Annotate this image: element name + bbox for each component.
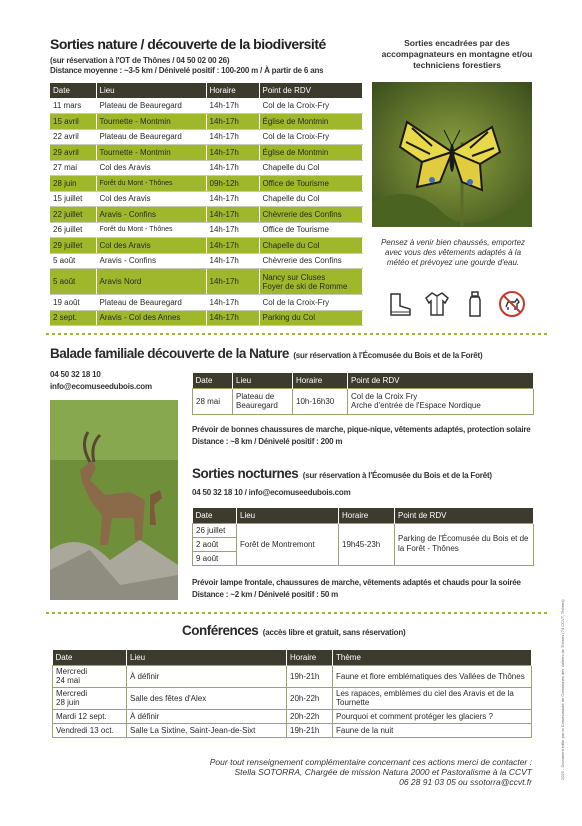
tip-text: Pensez à venir bien chaussés, emportez avec vous des vêtements adaptés à la météo et prévoyez une gourde d'eau.	[380, 238, 526, 267]
cell-horaire: 14h-17h	[206, 238, 259, 254]
nocturnes-horaire: 19h45-23h	[339, 523, 395, 565]
boot-icon	[386, 290, 414, 318]
cell-lieu: Plateau de Beauregard	[96, 129, 206, 145]
col-lieu: Lieu	[237, 508, 339, 523]
equipment-icons	[386, 290, 526, 320]
footer-line3: 06 28 91 03 05 ou ssotorra@ccvt.fr	[399, 777, 532, 787]
cell-rdv: Église de Montmin	[259, 145, 363, 161]
table-row	[50, 98, 363, 114]
side-credit: 2023 - Document édité par la Communauté de Communes des Vallées de Thônes (74 CCVT, Thônes)	[560, 599, 565, 780]
cell-horaire: 14h-17h	[206, 295, 259, 311]
footer-line2: Stella SOTORRA, Chargée de mission Natura 2000 et Pastoralisme à la CCVT	[234, 767, 532, 777]
cell-date: 5 août	[50, 253, 96, 269]
balade-info: Prévoir de bonnes chaussures de marche, pique-nique, vêtements adaptés, protection solaire	[192, 425, 531, 434]
cell-date: 29 avril	[50, 145, 96, 161]
cell-horaire: 14h-17h	[206, 129, 259, 145]
cell-horaire: 14h-17h	[206, 207, 259, 223]
table-row	[50, 269, 363, 295]
cell-date: Vendredi 13 oct.	[53, 723, 127, 737]
nature-distance: Distance moyenne : ~3-5 km / Dénivelé positif : 100-200 m / À partir de 6 ans	[50, 66, 324, 75]
nocturnes-title: Sorties nocturnes	[192, 466, 299, 481]
cell-lieu: Forêt du Mont - Thônes	[96, 222, 206, 238]
nocturnes-date: 9 août	[193, 551, 237, 565]
table-row	[50, 176, 363, 192]
balade-horaire: 10h-16h30	[293, 388, 348, 414]
table-row	[50, 222, 363, 238]
nocturnes-heading	[192, 465, 492, 483]
balade-table	[192, 373, 534, 415]
separator	[46, 333, 550, 335]
cell-date: 2 sept.	[50, 310, 96, 326]
cell-lieu: Plateau de Beauregard	[96, 295, 206, 311]
balade-distance: Distance : ~8 km / Dénivelé positif : 200 m	[192, 437, 343, 446]
cell-theme: Faune et flore emblématiques des Vallées de Thônes	[333, 665, 532, 687]
balade-heading	[50, 345, 482, 363]
side-title: Sorties encadrées par des accompagnateurs en montagne et/ou techniciens forestiers	[381, 38, 533, 70]
cell-rdv: Chapelle du Col	[259, 238, 363, 254]
footer	[150, 757, 532, 787]
cell-date: Mercredi 28 juin	[53, 687, 127, 709]
cell-date: 22 avril	[50, 129, 96, 145]
cell-horaire: 20h-22h	[287, 709, 333, 723]
footer-line1: Pour tout renseignement complémentaire concernant ces actions merci de contacter :	[209, 757, 532, 767]
col-horaire: Horaire	[206, 83, 259, 98]
balade-email[interactable]: info@ecomuseedubois.com	[50, 382, 152, 391]
table-row	[50, 114, 363, 130]
col-rdv: Point de RDV	[259, 83, 363, 98]
cell-rdv: Col de la Croix-Fry	[259, 98, 363, 114]
cell-lieu: Aravis - Confins	[96, 253, 206, 269]
conf-title: Conférences	[182, 623, 259, 638]
balade-note: (sur réservation à l'Écomusée du Bois et de la Forêt)	[293, 351, 483, 360]
cell-horaire: 14h-17h	[206, 191, 259, 207]
cell-lieu: Col des Aravis	[96, 238, 206, 254]
cell-horaire: 20h-22h	[287, 687, 333, 709]
cell-lieu: Tournette - Montmin	[96, 114, 206, 130]
table-row	[53, 687, 532, 709]
col-theme: Thème	[333, 650, 532, 665]
cell-date: 29 juillet	[50, 238, 96, 254]
cell-theme: Pourquoi et comment protéger les glaciers ?	[333, 709, 532, 723]
cell-horaire: 14h-17h	[206, 222, 259, 238]
col-date: Date	[193, 508, 237, 523]
col-horaire: Horaire	[287, 650, 333, 665]
butterfly-photo	[372, 82, 532, 227]
cell-lieu: Aravis - Confins	[96, 207, 206, 223]
cell-horaire: 14h-17h	[206, 160, 259, 176]
cell-rdv: Église de Montmin	[259, 114, 363, 130]
table-row	[50, 207, 363, 223]
col-rdv: Point de RDV	[395, 508, 534, 523]
cell-rdv: Col de la Croix-Fry	[259, 129, 363, 145]
col-lieu: Lieu	[233, 373, 293, 388]
cell-rdv: Office de Tourisme	[259, 176, 363, 192]
table-row	[50, 191, 363, 207]
cell-date: 26 juillet	[50, 222, 96, 238]
table-row	[53, 709, 532, 723]
cell-rdv: Chèvrerie des Confins	[259, 207, 363, 223]
nature-booking: (sur réservation à l'OT de Thônes / 04 50 02 00 26)	[50, 56, 230, 65]
cell-date: 15 avril	[50, 114, 96, 130]
nocturnes-date: 26 juillet	[193, 523, 237, 537]
table-row	[50, 253, 363, 269]
cell-rdv: Chapelle du Col	[259, 191, 363, 207]
cell-theme: Les rapaces, emblèmes du ciel des Aravis et de la Tournette	[333, 687, 532, 709]
balade-lieu: Plateau de Beauregard	[233, 388, 293, 414]
table-row	[50, 310, 363, 326]
nocturnes-date: 2 août	[193, 537, 237, 551]
cell-horaire: 14h-17h	[206, 114, 259, 130]
cell-horaire: 19h-21h	[287, 665, 333, 687]
conf-note: (accès libre et gratuit, sans réservation)	[262, 628, 406, 637]
table-row	[53, 665, 532, 687]
col-horaire: Horaire	[293, 373, 348, 388]
cell-horaire: 19h-21h	[287, 723, 333, 737]
cell-horaire: 14h-17h	[206, 98, 259, 114]
cell-rdv: Nancy sur Cluses Foyer de ski de Romme	[259, 269, 363, 295]
table-row	[50, 129, 363, 145]
cell-lieu: À définir	[127, 709, 287, 723]
nature-table	[50, 83, 363, 326]
cell-date: 11 mars	[50, 98, 96, 114]
col-date: Date	[53, 650, 127, 665]
cell-rdv: Office de Tourisme	[259, 222, 363, 238]
cell-date: 19 août	[50, 295, 96, 311]
nocturnes-contact: 04 50 32 18 10 / info@ecomuseedubois.com	[192, 488, 351, 497]
nocturnes-note: (sur réservation à l'Écomusée du Bois et de la Forêt)	[302, 471, 492, 480]
cell-date: 28 juin	[50, 176, 96, 192]
cell-lieu: Aravis - Col des Annes	[96, 310, 206, 326]
jacket-icon	[423, 290, 451, 318]
balade-phone: 04 50 32 18 10	[50, 370, 101, 379]
separator	[46, 612, 550, 614]
table-row	[50, 160, 363, 176]
cell-lieu: Col des Aravis	[96, 160, 206, 176]
cell-date: Mardi 12 sept.	[53, 709, 127, 723]
col-lieu: Lieu	[127, 650, 287, 665]
nocturnes-info: Prévoir lampe frontale, chaussures de marche, vêtements adaptés et chauds pour la soirée	[192, 578, 521, 587]
no-dog-icon	[498, 290, 526, 318]
cell-date: 5 août	[50, 269, 96, 295]
cell-lieu: Salle des fêtes d'Alex	[127, 687, 287, 709]
conf-heading	[182, 622, 406, 640]
nocturnes-distance: Distance : ~2 km / Dénivelé positif : 50 m	[192, 590, 339, 599]
table-row	[53, 723, 532, 737]
cell-horaire: 14h-17h	[206, 269, 259, 295]
cell-lieu: Plateau de Beauregard	[96, 98, 206, 114]
cell-lieu: Col des Aravis	[96, 191, 206, 207]
cell-date: 27 mai	[50, 160, 96, 176]
col-horaire: Horaire	[339, 508, 395, 523]
nocturnes-rdv: Parking de l'Écomusée du Bois et de la Forêt - Thônes	[395, 523, 534, 565]
cell-horaire: 14h-17h	[206, 145, 259, 161]
nature-title: Sorties nature / découverte de la biodiversité	[50, 36, 326, 52]
ibex-photo	[50, 400, 178, 600]
cell-lieu: Aravis Nord	[96, 269, 206, 295]
cell-rdv: Parking du Col	[259, 310, 363, 326]
col-rdv: Point de RDV	[348, 373, 534, 388]
cell-lieu: À définir	[127, 665, 287, 687]
col-date: Date	[50, 83, 96, 98]
nocturnes-table	[192, 508, 534, 566]
balade-title: Balade familiale découverte de la Nature	[50, 346, 289, 361]
cell-date: 22 juillet	[50, 207, 96, 223]
cell-rdv: Chèvrerie des Confins	[259, 253, 363, 269]
cell-date: 15 juillet	[50, 191, 96, 207]
cell-horaire: 14h-17h	[206, 310, 259, 326]
cell-rdv: Col de la Croix-Fry	[259, 295, 363, 311]
cell-lieu: Tournette - Montmin	[96, 145, 206, 161]
nocturnes-lieu: Forêt de Montremont	[237, 523, 339, 565]
cell-lieu: Salle La Sixtine, Saint-Jean-de-Sixt	[127, 723, 287, 737]
cell-rdv: Chapelle du Col	[259, 160, 363, 176]
balade-rdv: Col de la Croix Fry Arche d'entrée de l'Espace Nordique	[348, 388, 534, 414]
col-date: Date	[193, 373, 233, 388]
cell-date: Mercredi 24 mai	[53, 665, 127, 687]
cell-lieu: Forêt du Mont - Thônes	[96, 176, 206, 192]
cell-horaire: 09h-12h	[206, 176, 259, 192]
table-row	[50, 295, 363, 311]
table-row	[50, 238, 363, 254]
cell-theme: Faune de la nuit	[333, 723, 532, 737]
col-lieu: Lieu	[96, 83, 206, 98]
table-row	[50, 145, 363, 161]
conf-table	[52, 650, 532, 738]
bottle-icon	[461, 290, 489, 318]
balade-date: 28 mai	[193, 388, 233, 414]
cell-horaire: 14h-17h	[206, 253, 259, 269]
